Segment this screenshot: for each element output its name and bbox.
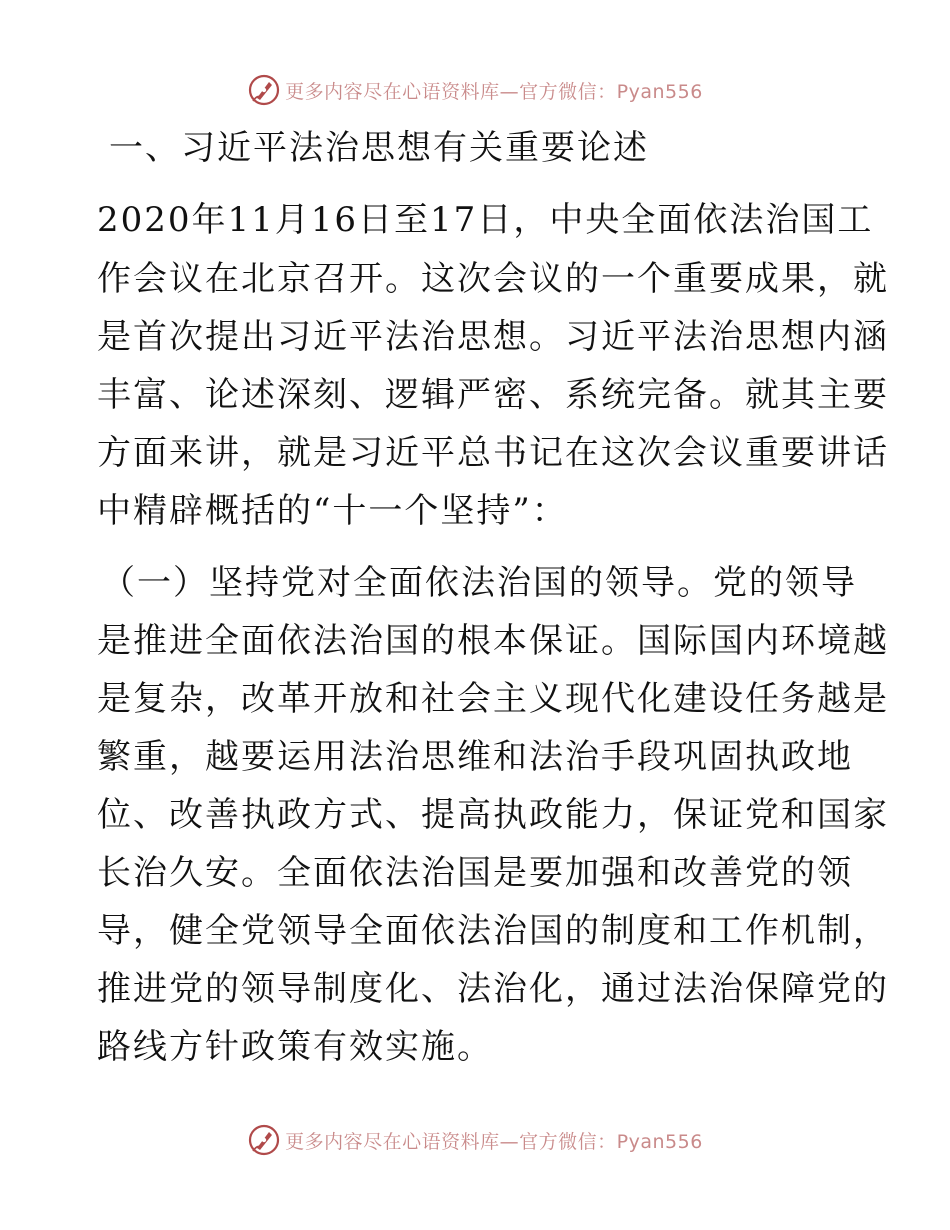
paragraph-line: 推进党的领导制度化、法治化，通过法治保障党的: [97, 969, 889, 1009]
pen-nib-circle-icon: [247, 1123, 281, 1157]
section-heading: 一、习近平法治思想有关重要论述: [109, 128, 649, 168]
paragraph-line: 是复杂，改革开放和社会主义现代化建设任务越是: [97, 679, 889, 719]
paragraph-line: （一）坚持党对全面依法治国的领导。党的领导: [101, 563, 857, 603]
watermark-top: [0, 70, 950, 110]
paragraph-line: 2020年11月16日至17日，中央全面依法治国工: [97, 200, 874, 240]
watermark-text: 更多内容尽在心语资料库—官方微信：Pyan556: [285, 80, 703, 103]
paragraph-line: 是首次提出习近平法治思想。习近平法治思想内涵: [97, 317, 889, 357]
paragraph-line: 方面来讲，就是习近平总书记在这次会议重要讲话: [97, 433, 889, 473]
paragraph-line: 繁重，越要运用法治思维和法治手段巩固执政地: [97, 737, 853, 777]
paragraph-line: 长治久安。全面依法治国是要加强和改善党的领: [97, 853, 853, 893]
watermark-text: 更多内容尽在心语资料库—官方微信：Pyan556: [285, 1130, 703, 1153]
paragraph-line: 作会议在北京召开。这次会议的一个重要成果，就: [97, 259, 889, 299]
paragraph-line: 是推进全面依法治国的根本保证。国际国内环境越: [97, 621, 889, 661]
paragraph-line: 位、改善执政方式、提高执政能力，保证党和国家: [97, 795, 889, 835]
paragraph-line: 导，健全党领导全面依法治国的制度和工作机制，: [97, 911, 889, 951]
paragraph-line: 中精辟概括的“十一个坚持”：: [97, 491, 568, 531]
pen-nib-circle-icon: [247, 73, 281, 107]
paragraph-line: 丰富、论述深刻、逻辑严密、系统完备。就其主要: [97, 375, 889, 415]
paragraph-line: 路线方针政策有效实施。: [97, 1027, 493, 1067]
watermark-bottom: [0, 1120, 950, 1160]
